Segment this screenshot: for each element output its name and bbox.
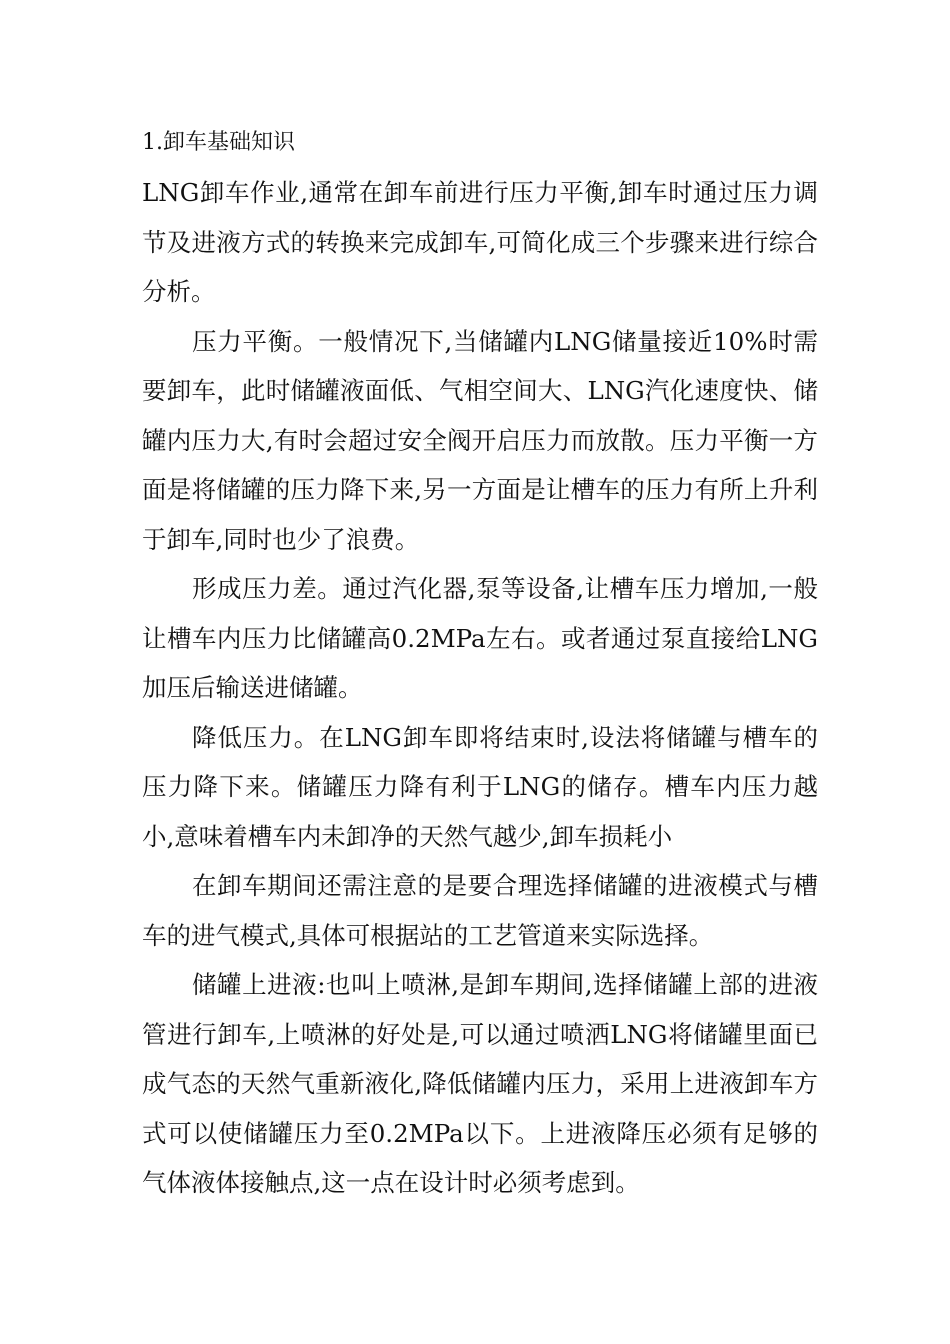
document-page [142, 118, 818, 1208]
paragraph-top-filling: 储罐上进液:也叫上喷淋,是卸车期间,选择储罐上部的进液管进行卸车,上喷淋的好处是,可以通过喷洒LNG将储罐里面已成气态的天然气重新液化,降低储罐内压力，采用上进液卸车方式可以使储罐压力至0.2MPa以下。上进液降压必须有足够的气体液体接触点,这一点在设计时必须考虑到。 [142, 970, 818, 1197]
paragraph-pressure-difference: 形成压力差。通过汽化器,泵等设备,让槽车压力增加,一般让槽车内压力比储罐高0.2MPa左右。或者通过泵直接给LNG加压后输送进储罐。 [142, 574, 818, 702]
paragraph-pressure-balance: 压力平衡。一般情况下,当储罐内LNG储量接近10%时需要卸车，此时储罐液面低、气相空间大、LNG汽化速度快、储罐内压力大,有时会超过安全阀开启压力而放散。压力平衡一方面是将储罐的压力降下来,另一方面是让槽车的压力有所上升利于卸车,同时也少了浪费。 [142, 326, 818, 554]
paragraph-mode-selection: 在卸车期间还需注意的是要合理选择储罐的进液模式与槽车的进气模式,具体可根据站的工艺管道来实际选择。 [142, 871, 818, 950]
paragraph-reduce-pressure: 降低压力。在LNG卸车即将结束时,设法将储罐与槽车的压力降下来。储罐压力降有利于LNG的储存。槽车内压力越小,意味着槽车内未卸净的天然气越少,卸车损耗小 [142, 722, 818, 851]
paragraph-intro: LNG卸车作业,通常在卸车前进行压力平衡,卸车时通过压力调节及进液方式的转换来完成卸车,可简化成三个步骤来进行综合分析。 [142, 178, 818, 306]
section-heading: 1.卸车基础知识 [142, 130, 295, 155]
